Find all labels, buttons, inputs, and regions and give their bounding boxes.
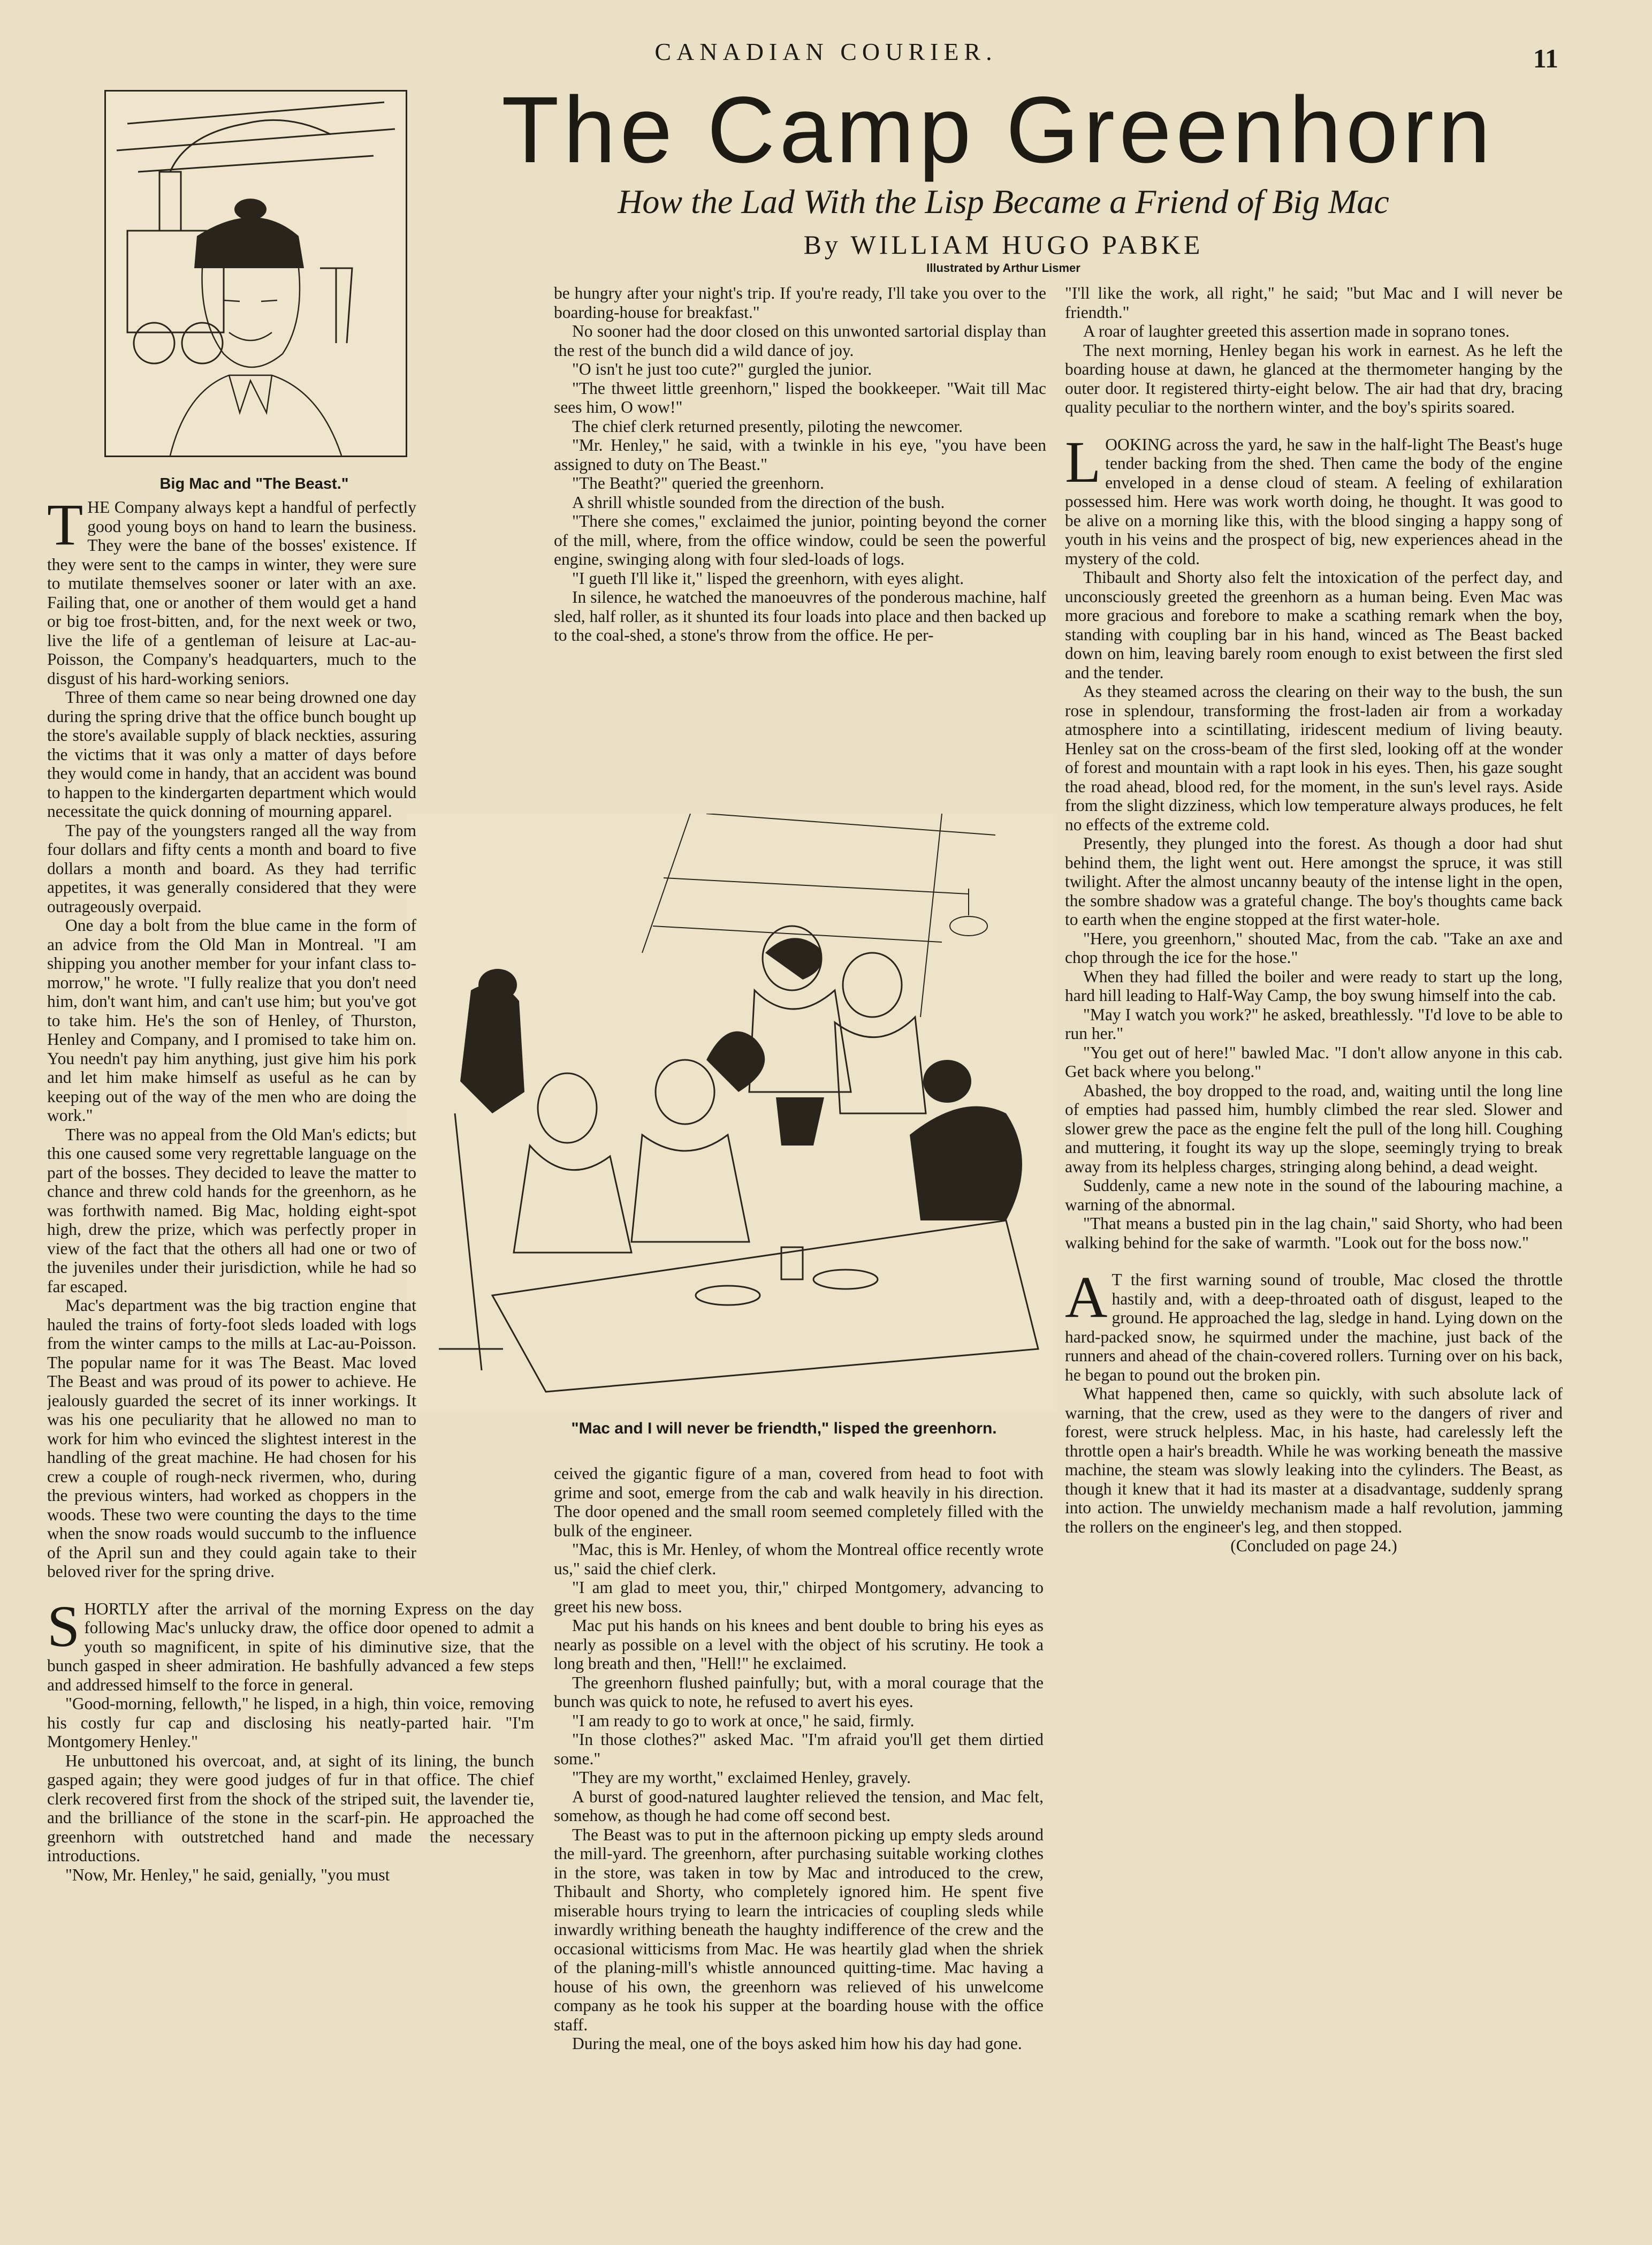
paragraph: Mac put his hands on his knees and bent double to bring his eyes as nearly as possible on a level with the object of his scrutiny. He took a long breath and then, "Hell!" he exclaimed.: [554, 1616, 1044, 1673]
paragraph: Thibault and Shorty also felt the intoxication of the perfect day, and unconsciously greeted the greenhorn as a human being. Even Mac was more gracious and forebore to make a scathing remark when the boy, standing with coupling bar in his hand, winced as The Beast backed down on him, leaving barely room enough to exist between the first sled and the tender.: [1065, 568, 1563, 682]
paragraph: The pay of the youngsters ranged all the way from four dollars and fifty cents a month and board to five dollars a month and board. As they had terrific appetites, it was generally considered that they were outrageously overpaid.: [47, 821, 416, 916]
paragraph: Three of them came so near being drowned one day during the spring drive that the office bunch bought up the store's available supply of black neckties, assuring the victims that it was only a matter of days before they would come in handy, that an accident was bound to happen to the kindergarten department which would necessitate the quick donning of mourning apparel.: [47, 688, 416, 821]
paragraph: be hungry after your night's trip. If you're ready, I'll take you over to the boarding-house for breakfast.": [554, 284, 1046, 322]
paragraph: Presently, they plunged into the forest. As though a door had shut behind them, the light went out. Here amongst the spruce, it was still twilight. After the almost uncanny beauty of the intense light in the open, the sombre shadow was a grateful change. The boy's thoughts came back to earth when the engine stopped at the first water-hole.: [1065, 834, 1563, 929]
running-head: CANADIAN COURIER.: [654, 38, 998, 65]
paragraph: The Beast was to put in the afternoon picking up empty sleds around the mill-yard. The greenhorn, after purchasing suitable working clothes in the store, was taken in tow by Mac and introduced to the crew, Thibault and Shorty, who completely ignored him. He spent five miserable hours trying to learn the intricacies of coupling sleds while inwardly writhing beneath the haughty indifference of the crew and the occasional witticisms from Mac. He was heartily glad when the shriek of the planing-mill's whistle announced quitting-time. Mac having a house of his own, the greenhorn was relieved of his unwelcome company as he took his supper at the boarding house with the office staff.: [554, 1825, 1044, 2034]
paragraph: During the meal, one of the boys asked him how his day had gone.: [572, 2034, 1022, 2053]
paragraph: "Mr. Henley," he said, with a twinkle in his eye, "you have been assigned to duty on The Beast.": [554, 436, 1046, 474]
paragraph: In silence, he watched the manoeuvres of the ponderous machine, half sled, half roller, as it shunted its four loads into place and then backed up to the coal-shed, a stone's throw from the office. He per-: [554, 588, 1046, 644]
paragraph: "I am ready to go to work at once," he said, firmly.: [572, 1711, 915, 1730]
paragraph: "Here, you greenhorn," shouted Mac, from the cab. "Take an axe and chop through the ice for the hose.": [1065, 929, 1563, 967]
article-byline: By WILLIAM HUGO PABKE: [803, 230, 1204, 260]
big-mac-illustration: [104, 90, 407, 457]
page-number: 11: [1533, 43, 1558, 73]
paragraph: HORTLY after the arrival of the morning Express on the day following Mac's unlucky draw, the office door opened to admit a youth so magnificent, in spite of his diminutive size, that the bunch gasped in sheer admiration. He bashfully advanced a few steps and addressed himself to the force in general.: [47, 1599, 534, 1694]
paragraph: "Good-morning, fellowth," he lisped, in a high, thin voice, removing his costly fur cap and disclosing his neatly-parted hair. "I'm Montgomery Henley.": [47, 1694, 534, 1751]
paragraph: HE Company always kept a handful of perfectly good young boys on hand to learn the business. They were the bane of the bosses' existence. If they were sent to the camps in winter, they were sure to mutilate themselves sooner or later with an axe. Failing that, one or another of them would get a hand or big toe frost-bitten, and, for the next week or two, live the life of a gentleman of leisure at Lac-au-Poisson, the Company's headquarters, much to the disgust of his hard-working seniors.: [47, 498, 416, 688]
paragraph: Suddenly, came a new note in the sound of the labouring machine, a warning of the abnormal.: [1065, 1176, 1563, 1214]
paragraph: "The Beatht?" queried the greenhorn.: [572, 474, 824, 492]
paragraph: The greenhorn flushed painfully; but, with a moral courage that the bunch was quick to note, he refused to avert his eyes.: [554, 1673, 1044, 1711]
paragraph: "O isn't he just too cute?" gurgled the junior.: [572, 360, 872, 378]
paragraph: "They are my wortht," exclaimed Henley, gravely.: [572, 1768, 911, 1787]
paragraph: What happened then, came so quickly, with such absolute lack of warning, that the crew, used as they were to the dangers of river and forest, were struck helpless. Mac, in his haste, had carelessly left the throttle open a hair's breadth. While he was working beneath the massive machine, the steam was slowly leaking into the cylinders. The Beast, as though it knew that it had its master at a disadvantage, suddenly sprang into action. The unwieldy mechanism made a half revolution, jamming the rollers on the engineer's leg, and then stopped.: [1065, 1384, 1563, 1536]
paragraph: A shrill whistle sounded from the direction of the bush.: [572, 492, 945, 512]
paragraph: A roar of laughter greeted this assertion made in soprano tones.: [1083, 322, 1510, 340]
article-title: The Camp Greenhorn: [501, 78, 1495, 183]
paragraph: "You get out of here!" bawled Mac. "I don't allow anyone in this cab. Get back where you belong.": [1065, 1043, 1563, 1081]
paragraph: OOKING across the yard, he saw in the half-light The Beast's huge tender backing from the shed. Then came the body of the engine enveloped in a dense cloud of steam. A feeling of exhilaration possessed him. Here was work worth doing, he thought. It was good to be alive on a morning like this, with the blood singing a happy song of youth in his veins and the prospect of big, new experiences ahead in the mystery of the cold.: [1065, 435, 1563, 568]
paragraph: "Mac, this is Mr. Henley, of whom the Montreal office recently wrote us," said the chief clerk.: [554, 1540, 1044, 1578]
paragraph: "May I watch you work?" he asked, breathlessly. "I'd love to be able to run her.": [1065, 1005, 1563, 1043]
paragraph: "The thweet little greenhorn," lisped the bookkeeper. "Wait till Mac sees him, O wow!": [554, 378, 1046, 416]
paragraph: When they had filled the boiler and were ready to start up the long, hard hill leading to Half-Way Camp, the boy swung himself into the cab.: [1065, 967, 1563, 1005]
paragraph: "Now, Mr. Henley," he said, genially, "you must: [65, 1865, 390, 1884]
paragraph: No sooner had the door closed on this unwonted sartorial display than the rest of the bunch did a wild dance of joy.: [554, 322, 1046, 360]
paragraph: The next morning, Henley began his work in earnest. As he left the boarding house at dawn, he glanced at the thermometer hanging by the outer door. It registered thirty-eight below. The air had that dry, bracing quality peculiar to the northern winter, and the boy's spirits soared.: [1065, 340, 1563, 416]
drop-cap: S: [47, 1593, 80, 1659]
paragraph: "I am glad to meet you, thir," chirped Montgomery, advancing to greet his new boss.: [554, 1578, 1044, 1616]
paragraph: He unbuttoned his overcoat, and, at sight of its lining, the bunch gasped again; they were good judges of fur in that office. The chief clerk recovered first from the shock of the striped suit, the lavender tie, and the brilliance of the stone in the scarf-pin. He approached the greenhorn with outstretched hand and made the necessary introductions.: [47, 1751, 534, 1865]
center-illustration-caption: "Mac and I will never be friendth," lisped the greenhorn.: [571, 1420, 997, 1437]
paragraph: There was no appeal from the Old Man's edicts; but this one caused some very regrettable language on the part of the bosses. They decided to leave the matter to chance and threw cold hands for the greenhorn, as he was forthwith named. Big Mac, holding eight-spot high, drew the prize, which was perfectly proper in view of the fact that the others all had one or two of the juveniles under their jurisdiction, while he had so far escaped.: [47, 1125, 416, 1296]
paragraph: Abashed, the boy dropped to the road, and, waiting until the long line of empties had passed him, humbly climbed the rear sled. Slower and slower grew the pace as the engine felt the pull of the long hill. Coughing and muttering, it fought its way up the slope, seemingly trying to break away from its helpless charges, stringing along behind, a dead weight.: [1065, 1081, 1563, 1176]
column-2-upper: [554, 284, 1046, 773]
paragraph: "I gueth I'll like it," lisped the greenhorn, with eyes alight.: [572, 568, 964, 588]
article-subtitle: How the Lad With the Lisp Became a Friend of Big Mac: [618, 183, 1389, 221]
paragraph: One day a bolt from the blue came in the form of an advice from the Old Man in Montreal. "I am shipping you another member for your infant class to-morrow," he wrote. "I fully realize that you don't need him, don't want him, and can't use him; but you've got to take him. He's the son of Henley, of Thurston, Henley and Company, and I promised to take him on. You needn't pay him anything, just give him his pork and let him make himself as useful as he can by keeping out of the way of the men who are doing the work.": [47, 916, 416, 1125]
paragraph: The chief clerk returned presently, piloting the newcomer.: [572, 416, 963, 436]
top-illustration-caption: Big Mac and "The Beast.": [159, 475, 349, 492]
column-3: [1065, 284, 1563, 2216]
paragraph: "That means a busted pin in the lag chain," said Shorty, who had been walking behind for the sake of warmth. "Look out for the boss now.": [1065, 1214, 1563, 1252]
paragraph: A burst of good-natured laughter relieved the tension, and Mac felt, somehow, as though he had come off second best.: [554, 1787, 1044, 1825]
paragraph: "There she comes," exclaimed the junior, pointing beyond the corner of the mill, where, from the office window, could be seen the powerful engine, swinging along with four sled-loads of logs.: [554, 512, 1046, 568]
paragraph: ceived the gigantic figure of a man, covered from head to foot with grime and soot, emerge from the cab and walk heavily in his direction. The door opened and the small room seemed completely filled with the bulk of the engineer.: [554, 1464, 1044, 1540]
paragraph: "I'll like the work, all right," he said; "but Mac and I will never be friendth.": [1065, 284, 1563, 322]
drop-cap: L: [1065, 429, 1101, 495]
drop-cap: T: [47, 498, 83, 557]
column-2-lower: [554, 1464, 1044, 2213]
continued-note: (Concluded on page 24.): [1230, 1536, 1397, 1555]
paragraph: Mac's department was the big traction engine that hauled the trains of forty-foot sleds loaded with logs from the winter camps to the mills at Lac-au-Poisson. The popular name for it was The Beast. Mac loved The Beast and was proud of its power to achieve. He jealously guarded the secret of its inner workings. It was his one peculiarity that he allowed no man to work for him who evinced the slightest interest in the handling of the great machine. He had chosen for his crew a couple of rough-neck rivermen, who, during the previous winters, had worked as choppers in the woods. These two were counting the days to the time when the snow roads would succumb to the influence of the April sun and they could again take to their beloved river for the spring drive.: [47, 1296, 416, 1581]
paragraph: As they steamed across the clearing on their way to the bush, the sun rose in splendour, transforming the frost-laden air from a workaday atmosphere into a scintillating, iridescent medium of living beauty. Henley sat on the cross-beam of the first sled, looking off at the wonder of forest and mountain with a rapt look in his eyes. Then, his gaze sought the road ahead, blood red, for the moment, in the sun's level rays. Aside from the slight dizziness, which low temperature always produces, he felt no effects of the extreme cold.: [1065, 682, 1563, 834]
column-1: [47, 498, 534, 2205]
paragraph: T the first warning sound of trouble, Mac closed the throttle hastily and, with a deep-throated oath of disgust, leaped to the ground. He approached the lag, sledge in hand. Lying down on the hard-packed snow, he squirmed under the machine, just back of the runners and ahead of the chain-covered rollers. Turning over on his back, he began to pound out the broken pin.: [1065, 1270, 1563, 1384]
illustrator-credit: Illustrated by Arthur Lismer: [926, 261, 1080, 275]
paragraph: "In those clothes?" asked Mac. "I'm afraid you'll get them dirtied some.": [554, 1730, 1044, 1768]
drop-cap: A: [1065, 1264, 1108, 1330]
